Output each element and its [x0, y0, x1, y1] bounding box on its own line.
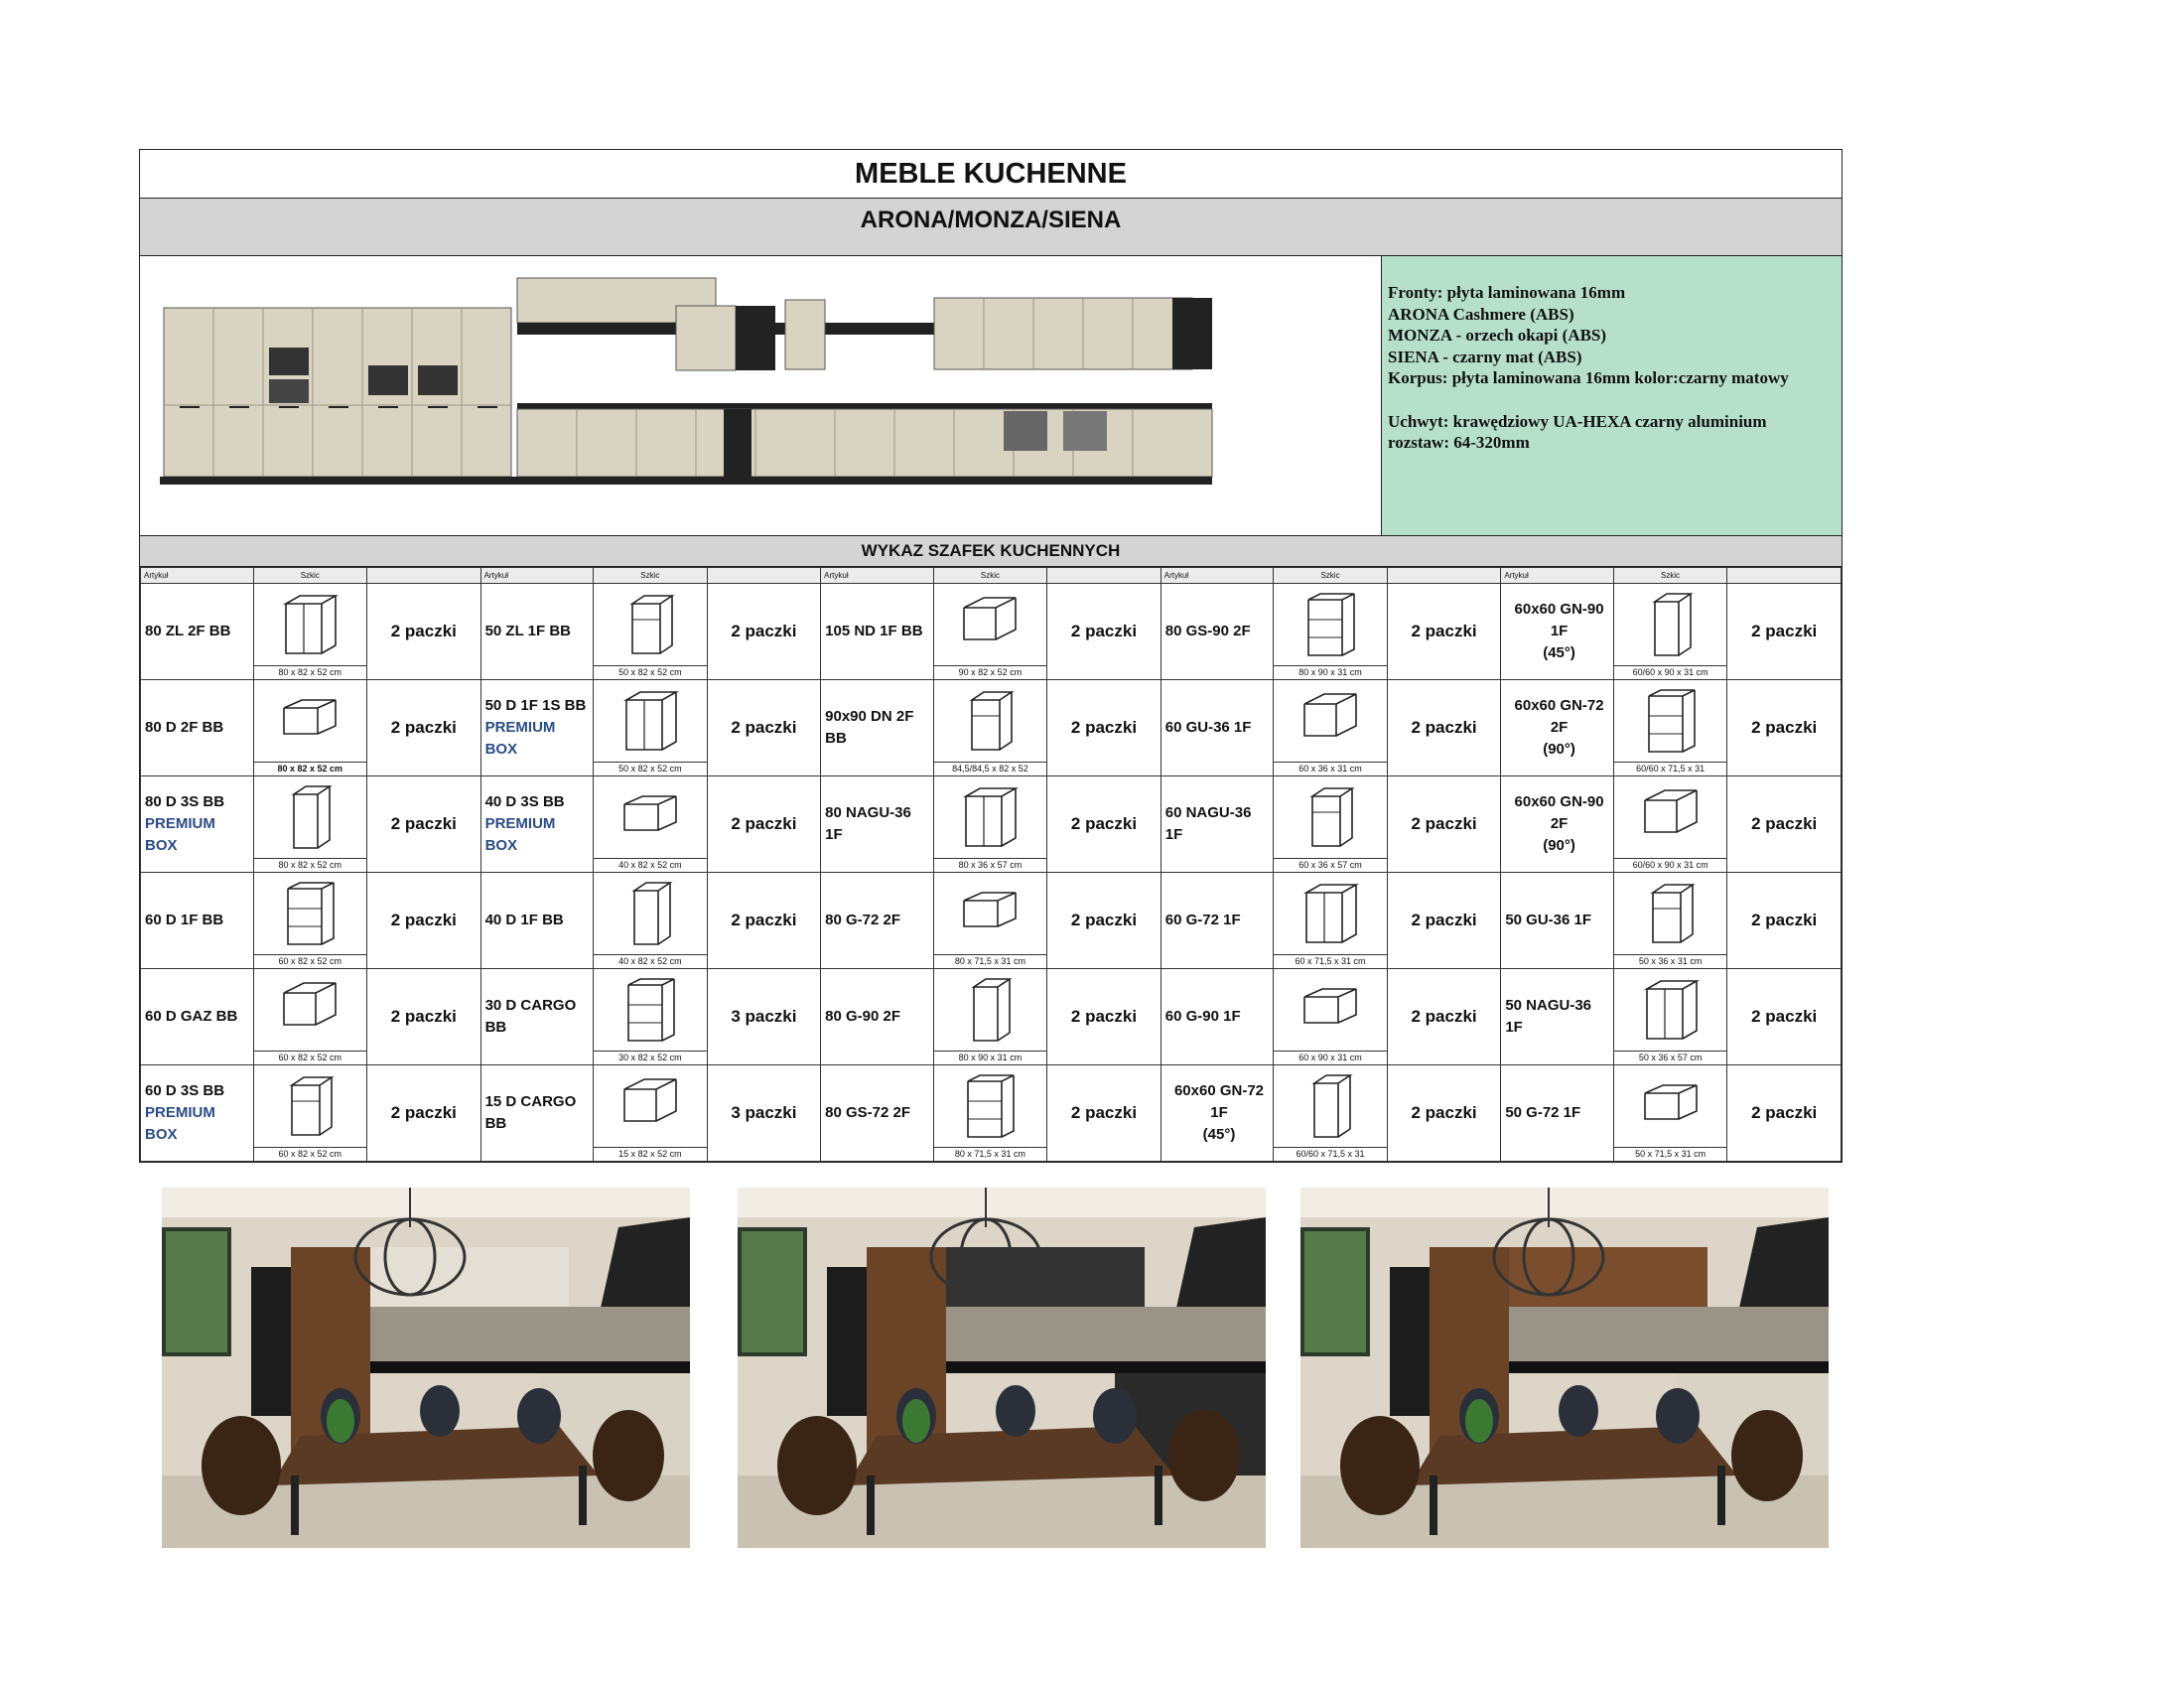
- sketch-cell: [1274, 873, 1388, 969]
- cabinet-table: [140, 567, 1842, 1162]
- article-code: [821, 584, 934, 680]
- sink-base-1f-icon: [594, 584, 707, 665]
- cargo-narrow-icon: [594, 1065, 707, 1147]
- dimensions: 60 x 82 x 52 cm: [254, 1051, 367, 1064]
- table-row: [141, 584, 1842, 680]
- sketch-cell: [1613, 969, 1727, 1065]
- dimensions: 80 x 82 x 52 cm: [254, 665, 367, 679]
- table-row: [141, 680, 1842, 776]
- package-count: 2 paczki: [707, 680, 821, 776]
- corner-base-icon: [934, 584, 1047, 665]
- package-count: 2 paczki: [367, 969, 481, 1065]
- sketch-cell: [1274, 776, 1388, 873]
- package-count: 2 paczki: [367, 680, 481, 776]
- sketch-cell: [1274, 1065, 1388, 1162]
- article-line: 60x60 GN-90: [1514, 793, 1604, 810]
- article-line: 80 NAGU-36: [825, 804, 911, 821]
- article-line: 40 D 3S BB: [484, 793, 565, 810]
- package-count: 2 paczki: [1727, 776, 1842, 873]
- article-line: 80 D 3S BB: [145, 793, 225, 810]
- package-count: 2 paczki: [367, 776, 481, 873]
- article-code: [480, 680, 594, 776]
- article-code: [1501, 873, 1614, 969]
- package-count: 2 paczki: [367, 584, 481, 680]
- article-code: [1160, 1065, 1274, 1162]
- col-header-packages: [707, 568, 821, 584]
- article-code: [821, 680, 934, 776]
- sketch-cell: [1613, 1065, 1727, 1162]
- spec-line: Fronty: płyta laminowana 16mm: [1388, 283, 1626, 302]
- wall-50-icon: [1614, 1065, 1727, 1147]
- sketch-cell: [1613, 584, 1727, 680]
- article-code: [1160, 969, 1274, 1065]
- dimensions: 50 x 82 x 52 cm: [594, 665, 707, 679]
- article-line: 50 G-72 1F: [1505, 1104, 1581, 1121]
- article-line: 80 D 2F BB: [145, 719, 224, 736]
- article-line: BOX: [484, 837, 518, 854]
- dimensions: 80 x 71,5 x 31 cm: [934, 954, 1047, 968]
- corner-base-l-icon: [934, 680, 1047, 762]
- article-line: PREMIUM: [484, 815, 556, 832]
- article-line: (90°): [1543, 837, 1575, 854]
- article-code: [1501, 680, 1614, 776]
- package-count: 2 paczki: [1047, 1065, 1161, 1162]
- article-line: BOX: [145, 1126, 178, 1143]
- package-count: 2 paczki: [1727, 584, 1842, 680]
- sketch-cell: [933, 969, 1047, 1065]
- article-line: 1F: [1505, 1019, 1523, 1036]
- package-count: 2 paczki: [707, 776, 821, 873]
- article-line: BOX: [484, 741, 518, 758]
- article-line: BB: [484, 1115, 507, 1132]
- dimensions: 80 x 90 x 31 cm: [1274, 665, 1387, 679]
- sketch-cell: [594, 584, 708, 680]
- article-code: [141, 680, 254, 776]
- article-code: [1160, 873, 1274, 969]
- article-line: 1F: [1210, 1104, 1228, 1121]
- sink-base-2f-icon: [254, 584, 367, 665]
- package-count: 2 paczki: [1727, 680, 1842, 776]
- drawer-base-3s-icon: [254, 776, 367, 858]
- col-header-sketch: Szkic: [594, 568, 708, 584]
- spec-line: SIENA - czarny mat (ABS): [1388, 347, 1582, 366]
- deep-wall-cabinet-small-icon: [1274, 776, 1387, 858]
- dimensions: 60/60 x 71,5 x 31: [1614, 762, 1727, 775]
- dimensions: 80 x 36 x 57 cm: [934, 858, 1047, 872]
- spec-line: rozstaw: 64-320mm: [1388, 433, 1530, 452]
- col-header-article: Artykuł: [480, 568, 594, 584]
- article-code: [141, 584, 254, 680]
- kitchen-render-image: [1300, 1188, 1829, 1548]
- spec-line: MONZA - orzech okapi (ABS): [1388, 326, 1607, 345]
- article-code: [821, 873, 934, 969]
- oven-base-icon: [254, 969, 367, 1051]
- col-header-sketch: Szkic: [933, 568, 1047, 584]
- sketch-cell: [933, 1065, 1047, 1162]
- kitchen-elevation-illustration: [140, 256, 1381, 535]
- deep-wall-cabinet-icon: [934, 776, 1047, 858]
- col-header-article: Artykuł: [821, 568, 934, 584]
- article-line: 60 GU-36 1F: [1164, 719, 1252, 736]
- package-count: 2 paczki: [1387, 969, 1501, 1065]
- article-code: [821, 776, 934, 873]
- wall-tall-2f-icon: [934, 969, 1047, 1051]
- corner-wall-45-icon: [1614, 584, 1727, 665]
- package-count: 2 paczki: [707, 873, 821, 969]
- sketch-cell: [253, 873, 367, 969]
- col-header-packages: [367, 568, 481, 584]
- article-line: PREMIUM: [145, 815, 215, 832]
- cargo-base-icon: [594, 969, 707, 1051]
- table-row: [141, 873, 1842, 969]
- dimensions: 40 x 82 x 52 cm: [594, 858, 707, 872]
- sketch-cell: [1613, 776, 1727, 873]
- package-count: 2 paczki: [707, 584, 821, 680]
- sketch-cell: [253, 969, 367, 1065]
- article-line: 50 NAGU-36: [1505, 997, 1592, 1014]
- kitchen-elevation-drawing: [140, 256, 1382, 535]
- corner-wall-tall-icon: [1614, 776, 1727, 858]
- base-1f-icon: [254, 873, 367, 954]
- article-line: 30 D CARGO: [484, 997, 577, 1014]
- article-code: [141, 776, 254, 873]
- glass-wall-72-icon: [934, 1065, 1047, 1147]
- article-line: (45°): [1202, 1126, 1236, 1143]
- package-count: 2 paczki: [1047, 873, 1161, 969]
- article-code: [480, 969, 594, 1065]
- catalog-sheet: [139, 149, 1843, 1163]
- article-line: 40 D 1F BB: [484, 912, 564, 928]
- article-code: [1501, 776, 1614, 873]
- article-line: 60 D 1F BB: [145, 912, 224, 928]
- sketch-cell: [594, 873, 708, 969]
- kitchen-render-image: [738, 1188, 1266, 1548]
- package-count: 2 paczki: [1047, 584, 1161, 680]
- article-code: [1501, 1065, 1614, 1162]
- article-line: 1F: [1550, 623, 1569, 639]
- article-line: 60 G-72 1F: [1164, 912, 1241, 928]
- package-count: 2 paczki: [1387, 873, 1501, 969]
- sketch-cell: [933, 680, 1047, 776]
- col-header-article: Artykuł: [1501, 568, 1614, 584]
- sketch-cell: [933, 776, 1047, 873]
- article-line: 60x60 GN-72: [1173, 1082, 1265, 1099]
- package-count: 2 paczki: [367, 873, 481, 969]
- article-code: [480, 776, 594, 873]
- package-count: 2 paczki: [1387, 584, 1501, 680]
- sketch-cell: [594, 969, 708, 1065]
- package-count: 2 paczki: [1727, 873, 1842, 969]
- article-line: 60x60 GN-72: [1514, 697, 1604, 714]
- article-line: 60 D GAZ BB: [145, 1008, 238, 1025]
- article-code: [141, 1065, 254, 1162]
- specification-panel: [1382, 256, 1842, 535]
- deep-wall-cabinet-50-icon: [1614, 969, 1727, 1051]
- dimensions: 40 x 82 x 52 cm: [594, 954, 707, 968]
- sketch-cell: [1613, 680, 1727, 776]
- collection-subtitle: ARONA/MONZA/SIENA: [140, 199, 1842, 256]
- article-line: 60 NAGU-36: [1164, 804, 1252, 821]
- sketch-cell: [1613, 873, 1727, 969]
- package-count: 2 paczki: [1727, 1065, 1842, 1162]
- wall-2f-icon: [934, 873, 1047, 954]
- spec-line: Uchwyt: krawędziowy UA-HEXA czarny aluminium: [1388, 411, 1767, 431]
- col-header-packages: [1047, 568, 1161, 584]
- package-count: 3 paczki: [707, 1065, 821, 1162]
- dimensions: 90 x 82 x 52 cm: [934, 665, 1047, 679]
- col-header-sketch: Szkic: [253, 568, 367, 584]
- dimensions: 60 x 82 x 52 cm: [254, 1147, 367, 1161]
- article-line: 1F: [825, 826, 843, 843]
- sketch-cell: [1274, 969, 1388, 1065]
- sketch-cell: [1274, 584, 1388, 680]
- hood-cabinet-small-icon: [1614, 873, 1727, 954]
- article-code: [821, 1065, 934, 1162]
- table-row: [141, 969, 1842, 1065]
- kitchen-photo-1: [162, 1188, 690, 1548]
- article-line: (90°): [1543, 741, 1575, 758]
- dimensions: 15 x 82 x 52 cm: [594, 1147, 707, 1161]
- package-count: 2 paczki: [1047, 969, 1161, 1065]
- hood-cabinet-icon: [1274, 680, 1387, 762]
- kitchen-photo-2: [738, 1188, 1266, 1548]
- sketch-cell: [594, 680, 708, 776]
- col-header-sketch: Szkic: [1613, 568, 1727, 584]
- glass-wall-cabinet-icon: [1274, 584, 1387, 665]
- article-line: 90x90 DN 2F: [825, 708, 914, 725]
- article-line: 50 GU-36 1F: [1505, 912, 1592, 928]
- package-count: 2 paczki: [1387, 1065, 1501, 1162]
- article-line: 60x60 GN-90: [1514, 601, 1604, 618]
- dimensions: 84,5/84,5 x 82 x 52: [934, 762, 1047, 775]
- spec-line: Korpus: płyta laminowana 16mm kolor:czarny matowy: [1388, 368, 1789, 387]
- col-header-packages: [1727, 568, 1842, 584]
- page-title: MEBLE KUCHENNE: [140, 150, 1842, 199]
- dimensions: 50 x 71,5 x 31 cm: [1614, 1147, 1727, 1161]
- article-line: 15 D CARGO: [484, 1093, 577, 1110]
- sketch-cell: [933, 584, 1047, 680]
- drawer-base-3s-narrow-icon: [594, 776, 707, 858]
- col-header-sketch: Szkic: [1274, 568, 1388, 584]
- sketch-cell: [594, 1065, 708, 1162]
- article-line: PREMIUM: [484, 719, 556, 736]
- article-line: BB: [484, 1019, 507, 1036]
- article-code: [480, 584, 594, 680]
- dimensions: 60 x 36 x 31 cm: [1274, 762, 1387, 775]
- dimensions: 50 x 82 x 52 cm: [594, 762, 707, 775]
- sketch-cell: [253, 584, 367, 680]
- wall-1f-icon: [1274, 873, 1387, 954]
- package-count: 2 paczki: [1387, 680, 1501, 776]
- article-line: 80 ZL 2F BB: [145, 623, 231, 639]
- dimensions: 80 x 82 x 52 cm: [254, 858, 367, 872]
- article-line: 2F: [1550, 815, 1569, 832]
- dimensions: 60/60 x 71,5 x 31: [1274, 1147, 1387, 1161]
- sketch-cell: [253, 776, 367, 873]
- dimensions: 80 x 71,5 x 31 cm: [934, 1147, 1047, 1161]
- wall-tall-1f-icon: [1274, 969, 1387, 1051]
- sketch-cell: [253, 680, 367, 776]
- article-code: [1501, 584, 1614, 680]
- article-code: [821, 969, 934, 1065]
- corner-wall-90-icon: [1614, 680, 1727, 762]
- article-code: [141, 873, 254, 969]
- col-header-packages: [1387, 568, 1501, 584]
- dimensions: 60 x 82 x 52 cm: [254, 954, 367, 968]
- article-code: [1160, 776, 1274, 873]
- sketch-cell: [594, 776, 708, 873]
- article-line: 1F: [1164, 826, 1183, 843]
- article-line: 80 GS-90 2F: [1164, 623, 1251, 639]
- article-line: 105 ND 1F BB: [825, 623, 923, 639]
- article-line: 50 D 1F 1S BB: [484, 697, 587, 714]
- article-line: 80 GS-72 2F: [825, 1104, 911, 1121]
- article-code: [480, 873, 594, 969]
- article-code: [1501, 969, 1614, 1065]
- base-2f-icon: [254, 680, 367, 762]
- dimensions: 80 x 90 x 31 cm: [934, 1051, 1047, 1064]
- sketch-cell: [933, 873, 1047, 969]
- package-count: 2 paczki: [1727, 969, 1842, 1065]
- article-line: 80 G-90 2F: [825, 1008, 901, 1025]
- dimensions: 60 x 71,5 x 31 cm: [1274, 954, 1387, 968]
- table-row: [141, 1065, 1842, 1162]
- dimensions: 60 x 90 x 31 cm: [1274, 1051, 1387, 1064]
- dimensions: 50 x 36 x 57 cm: [1614, 1051, 1727, 1064]
- corner-wall-72-45-icon: [1274, 1065, 1387, 1147]
- kitchen-photo-3: [1300, 1188, 1829, 1548]
- sketch-cell: [253, 1065, 367, 1162]
- spec-line: ARONA Cashmere (ABS): [1388, 304, 1574, 324]
- package-count: 2 paczki: [367, 1065, 481, 1162]
- article-line: 50 ZL 1F BB: [484, 623, 571, 639]
- package-count: 2 paczki: [1387, 776, 1501, 873]
- col-header-article: Artykuł: [1160, 568, 1274, 584]
- article-line: (45°): [1543, 644, 1575, 661]
- article-code: [480, 1065, 594, 1162]
- article-line: 60 D 3S BB: [145, 1082, 225, 1099]
- dimensions: 50 x 36 x 31 cm: [1614, 954, 1727, 968]
- article-line: 60 G-90 1F: [1164, 1008, 1241, 1025]
- sketch-cell: [1274, 680, 1388, 776]
- base-1f-narrow-icon: [594, 873, 707, 954]
- dimensions: 60/60 x 90 x 31 cm: [1614, 858, 1727, 872]
- article-code: [1160, 680, 1274, 776]
- article-line: 2F: [1550, 719, 1569, 736]
- article-line: BOX: [145, 837, 178, 854]
- package-count: 2 paczki: [1047, 776, 1161, 873]
- article-line: BB: [825, 730, 847, 747]
- dimensions: 60 x 36 x 57 cm: [1274, 858, 1387, 872]
- base-1f1s-icon: [594, 680, 707, 762]
- article-code: [1160, 584, 1274, 680]
- hero-section: [140, 256, 1842, 536]
- kitchen-render-image: [162, 1188, 690, 1548]
- col-header-article: Artykuł: [141, 568, 254, 584]
- article-code: [141, 969, 254, 1065]
- dimensions: 60/60 x 90 x 31 cm: [1614, 665, 1727, 679]
- article-line: PREMIUM: [145, 1104, 215, 1121]
- article-line: 80 G-72 2F: [825, 912, 901, 928]
- dimensions: 30 x 82 x 52 cm: [594, 1051, 707, 1064]
- package-count: 2 paczki: [1047, 680, 1161, 776]
- dimensions: 80 x 82 x 52 cm: [254, 762, 367, 775]
- package-count: 3 paczki: [707, 969, 821, 1065]
- cabinet-list-title: WYKAZ SZAFEK KUCHENNYCH: [140, 536, 1842, 567]
- drawer-base-60-icon: [254, 1065, 367, 1147]
- table-row: [141, 776, 1842, 873]
